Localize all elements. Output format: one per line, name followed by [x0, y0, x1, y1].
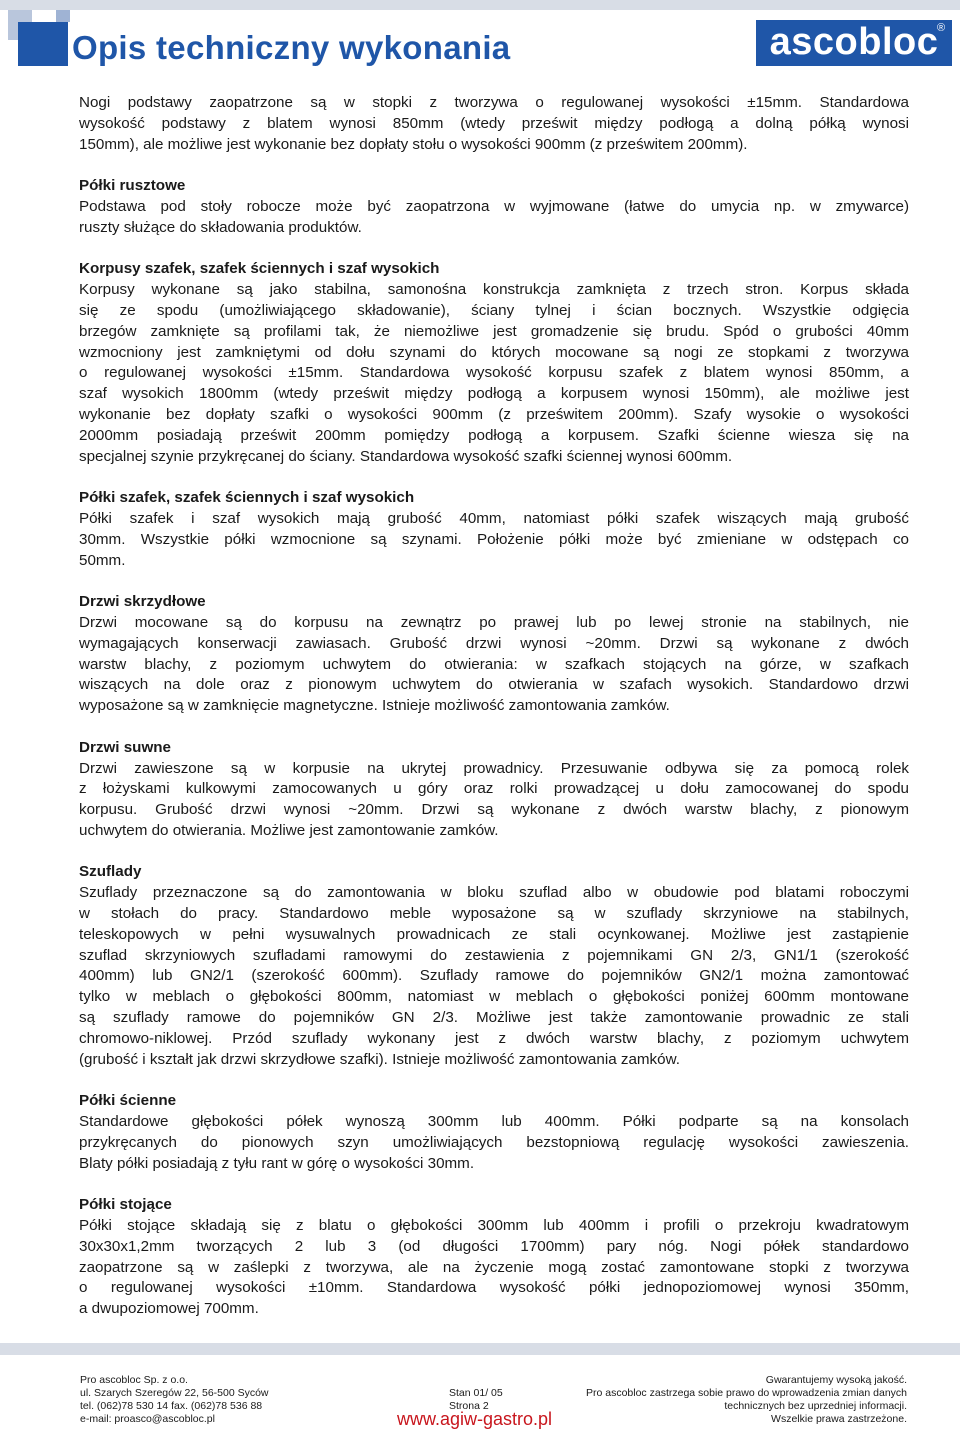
text-line: Półki stojące składają się z blatu o głębokości 300mm lub 400mm i profili o przekroju kwadratowym: [79, 1217, 909, 1235]
text-line: Drzwi zawieszone są w korpusie na ukrytej prowadnicy. Przesuwanie odbywa się za pomocą rolek: [79, 759, 909, 777]
section-paragraph: [79, 1216, 909, 1320]
footer-line: tel. (062)78 530 14 fax. (062)78 536 88: [80, 1400, 263, 1412]
section-gap: [79, 155, 909, 176]
text-line: Półki szafek i szaf wysokich mają grubość 40mm, natomiast półki szafek wiszących mają grubość: [79, 509, 909, 527]
section-gap: [79, 467, 909, 488]
text-line: szaf wysokich 1800mm (wtedy prześwit między podłogą a korpusem wynosi 150mm), ale możliwe jest: [79, 385, 909, 403]
footer-line: Gwarantujemy wysoką jakość.: [765, 1374, 907, 1386]
text-line: Standardowe głębokości półek wynoszą 300mm lub 400mm. Półki podparte są na konsolach: [79, 1113, 909, 1131]
footer-bar: [0, 1343, 960, 1355]
footer-company-info: [80, 1374, 269, 1426]
text-line: w stołach do pracy. Standardowo meble wyposażone są w szuflady skrzyniowe na stabilnych,: [79, 905, 909, 923]
text-line: korpusu. Grubość drzwi wynosi ~20mm. Drzwi są wykonane z dwóch warstw blachy, z pionowym: [79, 801, 909, 819]
text-line: brzegów zamknięte są profilami tak, że niemożliwe jest gromadzenie się brudu. Spód o grubości 40mm: [79, 322, 909, 340]
text-line: 400mm) lub GN2/1 (szerokość 600mm). Szuflady ramowe do pojemników GN2/1 można zamontować: [79, 967, 909, 985]
text-line: się ze spodu (umożliwiającego składowanie), ściany tylnej i ścian bocznych. Wszystkie odgięcia: [79, 301, 909, 319]
text-line: teleskopowych w pełni wysuwalnych prowadnicach ze stali ocynkowanej. Możliwe jest zastąpienie: [79, 925, 909, 943]
section-heading: Półki ścienne: [79, 1092, 177, 1110]
text-line: Korpusy wykonane są jako stabilna, samonośna konstrukcja zamknięta z trzech stron. Korpus składa: [79, 281, 909, 299]
text-line: wiszących na dole oraz z pionowym uchwytem do otwierania w szafach wysokich. Standardowo drzwi: [79, 676, 909, 694]
text-line: Blaty półki posiadają z tyłu rant w górę o wysokości 30mm.: [79, 1154, 475, 1172]
text-line: uchwytem do otwierania. Możliwe jest zamontowanie zamków.: [79, 821, 499, 839]
text-line: Nogi podstawy zaopatrzone są w stopki z tworzywa o regulowanej wysokości ±15mm. Standardowa: [79, 94, 909, 111]
section-paragraph: [79, 93, 909, 155]
section-gap: [79, 1174, 909, 1195]
text-line: są szuflady ramowe do pojemników GN 2/3. Możliwe jest także zamontowanie prowadnic ze stali: [79, 1009, 909, 1027]
text-line: 30mm. Wszystkie półki wzmocnione są szynami. Położenie półki może być zmieniane w odstępach co: [79, 530, 909, 548]
section-heading: Półki stojące: [79, 1196, 172, 1214]
text-line: szuflad skrzyniowych szufladami ramowymi do zestawienia z pojemnikami GN 2/3, GN1/1 (szerokość: [79, 946, 909, 964]
section-heading: Drzwi suwne: [79, 738, 171, 756]
text-line: 30x30x1,2mm tworzących 2 lub 3 (od długości 1700mm) pary nóg. Nogi półek standardowo: [79, 1237, 909, 1255]
footer-line: e-mail: proasco@ascobloc.pl: [80, 1413, 215, 1425]
text-line: o regulowanej wysokości ±10mm. Standardowa wysokość półki jednopoziomowej wynosi 350mm,: [79, 1279, 909, 1297]
header-bar: [0, 0, 960, 10]
text-line: wzmocniony jest zamkniętymi od dołu szynami do których mocowane są nogi ze stopkami z tworzywa: [79, 343, 909, 361]
section-heading: Półki szafek, szafek ściennych i szaf wysokich: [79, 489, 415, 507]
text-line: o regulowanej wysokości ±15mm. Standardowa wysokość korpusu szafek z blatem wynosi 850mm, a: [79, 364, 909, 382]
text-line: specjalnej szynie przykręcanej do ściany. Standardowa wysokość szafki ściennej wynosi 600mm.: [79, 447, 733, 465]
footer-line: ul. Szarych Szeregów 22, 56-500 Syców: [80, 1387, 269, 1399]
section-heading: Drzwi skrzydłowe: [79, 593, 206, 611]
footer-url: www.agiw-gastro.pl: [397, 1409, 553, 1429]
header-decor-square: [56, 10, 70, 22]
footer-line: technicznych bez uprzedniej informacji.: [724, 1400, 907, 1412]
section-heading: Szuflady: [79, 863, 142, 881]
section-paragraph: [79, 280, 909, 467]
text-line: wyposażone są w zamknięcie magnetyczne. Istnieje możliwość zamontowania zamków.: [79, 697, 670, 715]
text-line: (grubość i kształt jak drzwi skrzydłowe szafki). Istnieje możliwość zamontowania zamków.: [79, 1050, 680, 1068]
text-line: zaopatrzone są w zaślepki z tworzywa, ale na życzenie mogą zostać zamontowane stopki z tworzywa: [79, 1258, 909, 1276]
header-decor-square: [18, 22, 68, 66]
text-line: z łożyskami kulkowymi zamocowanych u góry oraz rolki prowadzącej u dołu zamocowanej do spodu: [79, 780, 909, 798]
text-line: tylko w meblach o głębokości 800mm, natomiast w meblach o głębokości poniżej 600mm montowane: [79, 988, 909, 1006]
text-line: Podstawa pod stoły robocze może być zaopatrzona w wyjmowane (łatwe do umycia np. w zmywarce): [79, 197, 909, 215]
text-line: 2000mm posiadają prześwit 200mm pomiędzy podłogą a korpusem. Szafki ścienne wiesza się na: [79, 426, 909, 444]
text-line: 50mm.: [79, 551, 126, 569]
text-line: 150mm), ale możliwe jest wykonanie bez dopłaty stołu o wysokości 900mm (z prześwitem 200mm).: [79, 135, 748, 153]
section-gap: [79, 239, 909, 260]
text-line: przykręcanych do pionowych szyn umożliwiających bezstopniową regulację wysokości zawieszenia.: [79, 1133, 909, 1151]
section-paragraph: [79, 759, 909, 842]
footer-line: Pro ascobloc Sp. z o.o.: [80, 1374, 188, 1386]
section-paragraph: [79, 613, 909, 717]
text-line: wymagających konserwacji zawiasach. Grubość drzwi wynosi ~20mm. Drzwi są wykonane z dwóch: [79, 634, 909, 652]
section-gap: [79, 571, 909, 592]
section-heading: Półki rusztowe: [79, 177, 186, 195]
section-gap: [79, 1070, 909, 1091]
footer-line: Pro ascobloc zastrzega sobie prawo do wprowadzenia zmian danych: [585, 1387, 907, 1399]
section-gap: [79, 717, 909, 738]
brand-logo: ascobloc: [756, 20, 952, 66]
section-gap: [79, 842, 909, 863]
footer-line: Stan 01/ 05: [449, 1387, 503, 1399]
text-line: ruszty służące do składowania produktów.: [79, 218, 362, 236]
text-line: warstw blachy, z poziomym uchwytem do otwierania: w szafkach stojących na górze, w szafkach: [79, 655, 909, 673]
text-line: wysokość podstawy z blatem wynosi 850mm (wtedy prześwit między podłogą a dolną półką wynosi: [79, 114, 909, 132]
footer-disclaimer: [586, 1374, 907, 1426]
text-line: wykonanie bez dopłaty szafki o wysokości 900mm (z prześwitem 200mm). Szafy wysokie o wysokości: [79, 405, 909, 423]
footer-line: Strona 2: [449, 1400, 489, 1412]
section-paragraph: [79, 509, 909, 571]
text-line: Drzwi mocowane są do korpusu na zewnątrz po prawej lub po lewej stronie na stabilnych, nie: [79, 613, 909, 631]
registered-mark: ®: [937, 22, 946, 34]
section-paragraph: [79, 883, 909, 1070]
text-line: a dwupoziomowej 700mm.: [79, 1300, 259, 1318]
text-line: chromowo-niklowej. Przód szuflady wykonany jest z dwóch warstw blachy, z poziomym uchwytem: [79, 1029, 909, 1047]
section-heading: Korpusy szafek, szafek ściennych i szaf wysokich: [79, 260, 440, 278]
page-title: Opis techniczny wykonania: [72, 29, 511, 66]
footer-line: Wszelkie prawa zastrzeżone.: [771, 1413, 907, 1425]
section-paragraph: [79, 197, 909, 239]
text-line: Szuflady przeznaczone są do zamontowania w bloku szuflad albo w obudowie pod blatami roboczymi: [79, 884, 909, 902]
document-body: [79, 93, 909, 1320]
section-paragraph: [79, 1112, 909, 1174]
